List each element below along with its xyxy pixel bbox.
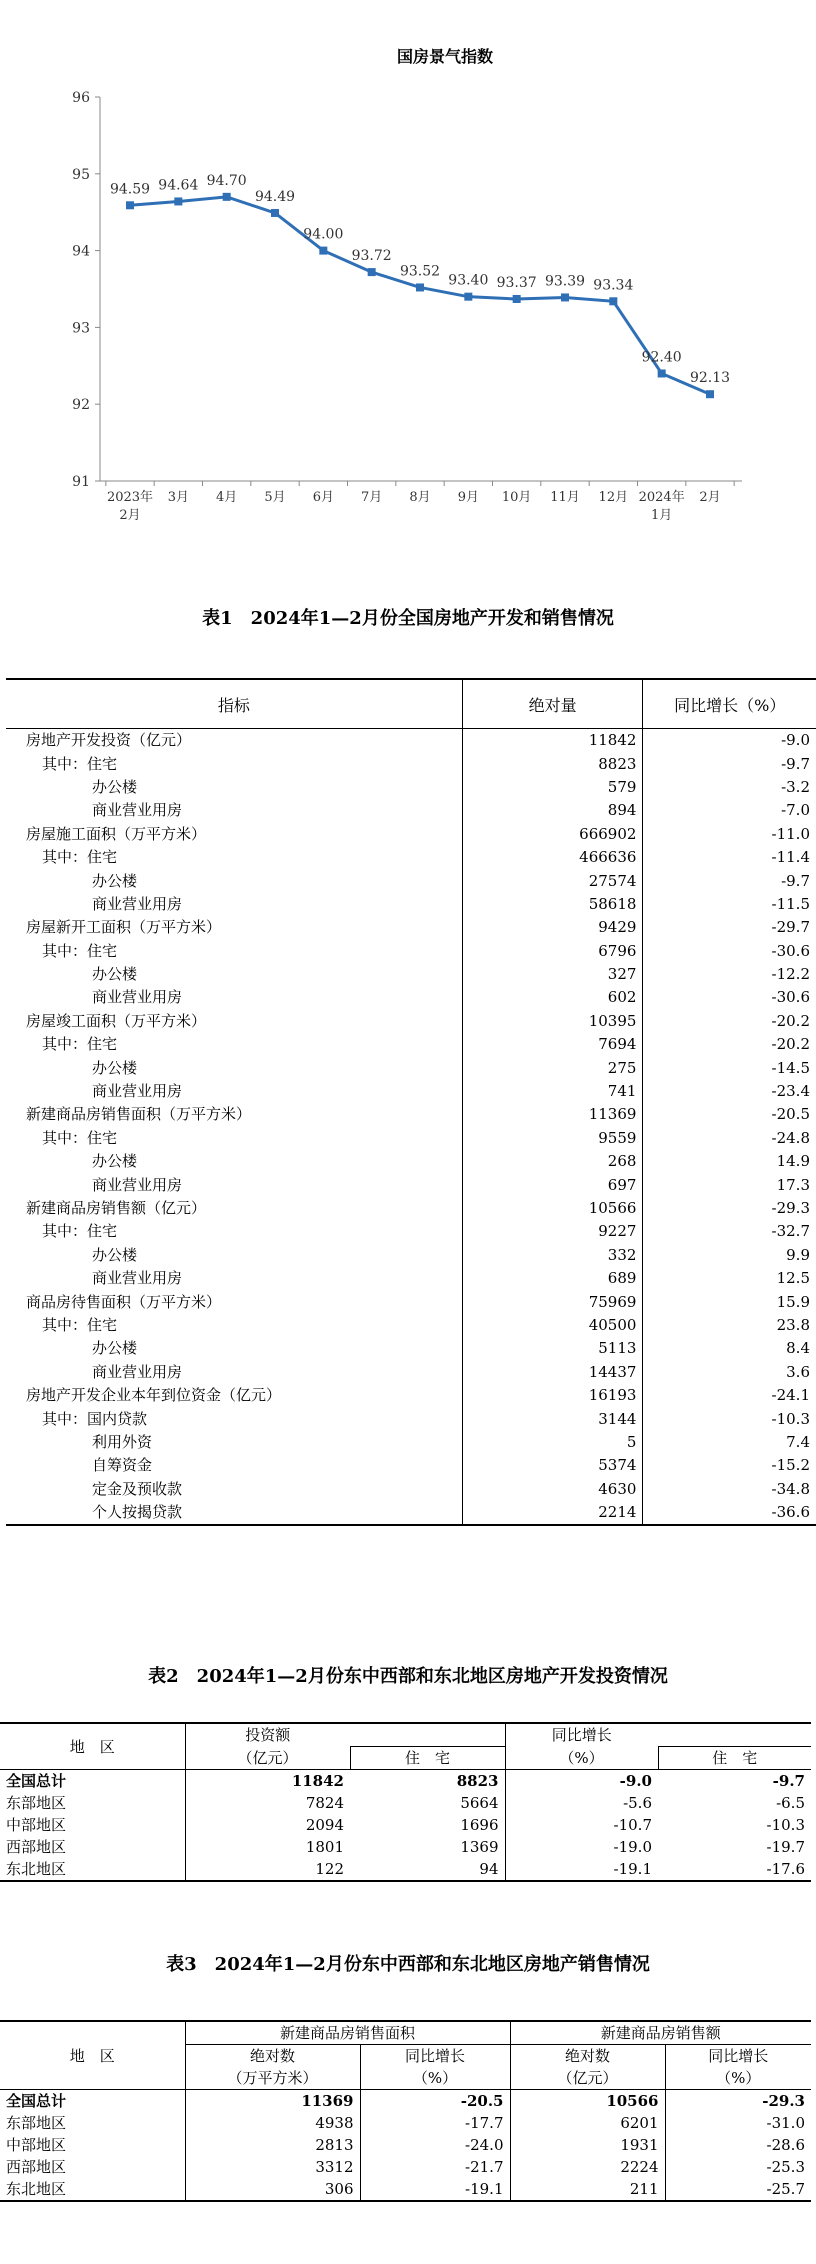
col-header-area-pct: （%） — [360, 2067, 510, 2090]
data-point — [464, 293, 472, 301]
table-row — [6, 823, 816, 846]
data-point — [561, 293, 569, 301]
absolute-value: 666902 — [462, 823, 643, 846]
absolute-value: 5 — [462, 1431, 643, 1454]
y-tick-label: 95 — [72, 166, 90, 183]
indicator-name: 办公楼 — [6, 1056, 462, 1079]
indicator-name: 办公楼 — [6, 776, 462, 799]
indicator-name: 新建商品房销售额（亿元） — [6, 1197, 462, 1220]
sales-area: 11369 — [185, 2090, 360, 2113]
yoy-growth: 8.4 — [786, 1339, 810, 1358]
absolute-value: 2214 — [462, 1501, 643, 1525]
indicator-name: 办公楼 — [6, 963, 462, 986]
sales-amount-growth: -29.3 — [762, 2092, 805, 2110]
col-header-invest-unit: （亿元） — [185, 1747, 350, 1770]
y-tick-label: 93 — [72, 320, 90, 337]
table-row — [6, 1197, 816, 1220]
absolute-value: 10566 — [462, 1197, 643, 1220]
indicator-name: 商业营业用房 — [6, 893, 462, 916]
data-label: 93.37 — [496, 274, 537, 291]
yoy-growth: 7.4 — [786, 1432, 810, 1451]
y-tick-label: 96 — [72, 90, 90, 106]
indicator-name: 办公楼 — [6, 1150, 462, 1173]
sales-amount: 1931 — [510, 2134, 665, 2156]
data-label: 93.72 — [351, 248, 392, 265]
indicator-name: 商业营业用房 — [6, 1267, 462, 1290]
absolute-value: 27574 — [462, 869, 643, 892]
table3 — [0, 2020, 811, 2202]
data-label: 94.49 — [254, 188, 296, 205]
indicator-name: 房地产开发投资（亿元） — [6, 729, 462, 753]
yoy-growth: 17.3 — [776, 1175, 810, 1194]
col-header-sales-unit: （亿元） — [510, 2067, 665, 2090]
yoy-growth: 3.6 — [786, 1362, 810, 1381]
yoy-growth: -29.7 — [771, 918, 810, 937]
table-row — [0, 1858, 811, 1881]
yoy-growth: -9.7 — [781, 871, 810, 890]
sales-area-growth: -17.7 — [360, 2112, 510, 2134]
col-header-area-unit: （万平方米） — [185, 2067, 360, 2090]
indicator-name: 办公楼 — [6, 1337, 462, 1360]
indicator-name: 自筹资金 — [6, 1454, 462, 1477]
absolute-value: 689 — [462, 1267, 643, 1290]
x-tick-label: 6月 — [312, 490, 334, 505]
x-tick-label: 10月 — [501, 490, 532, 505]
indicator-name: 办公楼 — [6, 869, 462, 892]
yoy-growth: -23.4 — [771, 1082, 810, 1101]
indicator-name: 其中：国内贷款 — [6, 1407, 462, 1430]
investment: 7824 — [305, 1794, 344, 1812]
investment: 11842 — [291, 1772, 344, 1790]
absolute-value: 8823 — [462, 752, 643, 775]
investment-residential: 5664 — [350, 1792, 505, 1814]
data-point — [271, 209, 279, 217]
table-row — [6, 776, 816, 799]
x-tick-label: 11月 — [550, 490, 580, 505]
y-tick-label: 92 — [72, 397, 90, 414]
indicator-name: 商品房待售面积（万平方米） — [6, 1290, 462, 1313]
yoy-growth: -29.3 — [771, 1199, 810, 1217]
col-header-growth: 同比增长（%） — [643, 679, 816, 729]
x-tick-label: 3月 — [167, 490, 189, 505]
indicator-name: 其中：住宅 — [6, 1033, 462, 1056]
data-label: 93.39 — [544, 273, 586, 290]
table-row — [6, 1244, 816, 1267]
sales-amount-growth: -25.7 — [766, 2180, 805, 2198]
sales-amount-growth: -25.3 — [766, 2158, 805, 2176]
table-row — [0, 2134, 811, 2156]
table-row — [6, 1056, 816, 1079]
investment-residential: 94 — [350, 1858, 505, 1881]
table2 — [0, 1722, 811, 1882]
table-row — [6, 916, 816, 939]
table-row — [6, 1361, 816, 1384]
header-spacer — [350, 1723, 505, 1747]
sales-area-growth: -19.1 — [360, 2178, 510, 2201]
growth: -19.1 — [613, 1860, 652, 1878]
data-label: 94.64 — [158, 177, 199, 194]
growth-residential: -9.7 — [772, 1772, 805, 1790]
table-row — [6, 1314, 816, 1337]
region-name: 东北地区 — [0, 2178, 185, 2201]
table-row — [6, 869, 816, 892]
col-group-sales-area: 新建商品房销售面积 — [185, 2021, 510, 2045]
index-line-chart — [0, 0, 816, 560]
table-row — [6, 1337, 816, 1360]
absolute-value: 40500 — [462, 1314, 643, 1337]
table-row — [6, 1103, 816, 1126]
table-row — [6, 1220, 816, 1243]
yoy-growth: 12.5 — [776, 1269, 810, 1288]
growth-residential: -6.5 — [776, 1794, 805, 1812]
data-point — [416, 283, 424, 291]
investment-residential: 1369 — [350, 1836, 505, 1858]
yoy-growth: -10.3 — [771, 1409, 810, 1428]
sales-area-growth: -21.7 — [360, 2156, 510, 2178]
x-tick-label: 2023年 — [106, 490, 154, 505]
yoy-growth: -11.5 — [771, 894, 810, 913]
table-row — [6, 1431, 816, 1454]
absolute-value: 9429 — [462, 916, 643, 939]
absolute-value: 7694 — [462, 1033, 643, 1056]
indicator-name: 利用外资 — [6, 1431, 462, 1454]
sales-amount: 2224 — [510, 2156, 665, 2178]
x-tick-label: 7月 — [361, 490, 383, 505]
table-row — [6, 1127, 816, 1150]
table2-title: 表2 2024年1—2月份东中西部和东北地区房地产开发投资情况 — [148, 1666, 668, 1687]
indicator-name: 个人按揭贷款 — [6, 1501, 462, 1525]
table-row — [6, 1173, 816, 1196]
yoy-growth: -12.2 — [771, 965, 810, 984]
indicator-name: 其中：住宅 — [6, 940, 462, 963]
col-header-growth-unit: （%） — [505, 1747, 658, 1770]
yoy-growth: -11.4 — [771, 848, 810, 867]
data-label: 92.13 — [689, 370, 731, 387]
yoy-growth: -24.1 — [771, 1386, 810, 1405]
table-row — [6, 986, 816, 1009]
table-row — [0, 2156, 811, 2178]
chart-title: 国房景气指数 — [396, 47, 494, 66]
yoy-growth: -9.0 — [781, 731, 810, 750]
table-row — [6, 1080, 816, 1103]
table1 — [6, 678, 816, 1526]
col-group-sales-amount: 新建商品房销售额 — [510, 2021, 811, 2045]
yoy-growth: -36.6 — [771, 1503, 810, 1522]
absolute-value: 327 — [462, 963, 643, 986]
table-row — [6, 1010, 816, 1033]
table-row — [6, 846, 816, 869]
yoy-growth: -15.2 — [771, 1456, 810, 1475]
data-label: 92.40 — [641, 349, 682, 366]
data-point — [319, 247, 327, 255]
absolute-value: 466636 — [462, 846, 643, 869]
table-row — [0, 1770, 811, 1793]
absolute-value: 14437 — [462, 1361, 643, 1384]
data-point — [174, 197, 182, 205]
col-header-value: 绝对量 — [462, 679, 643, 729]
table-row — [0, 2178, 811, 2201]
x-tick-label: 8月 — [409, 490, 431, 505]
indicator-name: 房屋新开工面积（万平方米） — [6, 916, 462, 939]
yoy-growth: -20.5 — [771, 1105, 810, 1124]
x-axis — [100, 481, 742, 523]
data-label: 93.34 — [593, 277, 634, 294]
absolute-value: 332 — [462, 1244, 643, 1267]
absolute-value: 11842 — [462, 729, 643, 753]
col-header-growth: 同比增长 — [551, 1726, 612, 1745]
series-polyline — [130, 197, 710, 394]
absolute-value: 741 — [462, 1080, 643, 1103]
y-tick-label: 91 — [72, 474, 90, 490]
table-row — [0, 2090, 811, 2113]
absolute-value: 579 — [462, 776, 643, 799]
absolute-value: 697 — [462, 1173, 643, 1196]
col-header-region: 地 区 — [0, 2021, 185, 2090]
x-tick-label: 2月 — [699, 490, 721, 505]
sales-amount: 6201 — [510, 2112, 665, 2134]
investment: 122 — [315, 1860, 344, 1878]
absolute-value: 11369 — [462, 1103, 643, 1126]
absolute-value: 894 — [462, 799, 643, 822]
col-header-invest: 投资额 — [245, 1726, 291, 1745]
x-tick-label: 5月 — [264, 490, 286, 505]
table-row — [6, 1150, 816, 1173]
yoy-growth: -30.6 — [771, 941, 810, 960]
header-spacer — [658, 1723, 811, 1747]
col-header-sales-pct: （%） — [665, 2067, 811, 2090]
sales-area: 3312 — [185, 2156, 360, 2178]
sales-amount-growth: -28.6 — [766, 2136, 805, 2154]
absolute-value: 9559 — [462, 1127, 643, 1150]
data-point — [368, 268, 376, 276]
investment: 2094 — [305, 1816, 344, 1834]
table1-title: 表1 2024年1—2月份全国房地产开发和销售情况 — [202, 608, 614, 629]
x-tick-label: 12月 — [598, 490, 629, 505]
data-label: 94.59 — [109, 181, 151, 198]
data-point — [658, 369, 666, 377]
yoy-growth: -14.5 — [771, 1058, 810, 1077]
growth-residential: -19.7 — [766, 1838, 805, 1856]
sales-area: 306 — [185, 2178, 360, 2201]
absolute-value: 16193 — [462, 1384, 643, 1407]
table-row — [6, 1501, 816, 1525]
data-point — [609, 297, 617, 305]
growth-residential: -10.3 — [766, 1816, 805, 1834]
table-row — [6, 1384, 816, 1407]
y-axis — [72, 90, 100, 490]
table-header-row — [6, 679, 816, 729]
sales-amount: 10566 — [510, 2090, 665, 2113]
indicator-name: 房屋竣工面积（万平方米） — [6, 1010, 462, 1033]
indicator-name: 其中：住宅 — [6, 1220, 462, 1243]
growth: -10.7 — [613, 1816, 652, 1834]
x-tick-label: 9月 — [457, 490, 479, 505]
region-name: 全国总计 — [0, 2090, 185, 2113]
absolute-value: 3144 — [462, 1407, 643, 1430]
table-row — [6, 940, 816, 963]
growth-residential: -17.6 — [766, 1860, 805, 1878]
table-row — [6, 1290, 816, 1313]
region-name: 东部地区 — [0, 2112, 185, 2134]
y-tick-label: 94 — [72, 243, 90, 260]
indicator-name: 其中：住宅 — [6, 846, 462, 869]
growth: -9.0 — [619, 1772, 652, 1790]
data-label: 93.52 — [399, 263, 441, 280]
absolute-value: 275 — [462, 1056, 643, 1079]
yoy-growth: -30.6 — [771, 988, 810, 1007]
table-row — [6, 963, 816, 986]
indicator-name: 房屋施工面积（万平方米） — [6, 823, 462, 846]
absolute-value: 5374 — [462, 1454, 643, 1477]
x-tick-label: 1月 — [651, 508, 673, 523]
indicator-name: 其中：住宅 — [6, 1127, 462, 1150]
table-row — [6, 799, 816, 822]
yoy-growth: -3.2 — [781, 777, 810, 796]
yoy-growth: 15.9 — [776, 1292, 810, 1311]
region-name: 东部地区 — [0, 1792, 185, 1814]
table-row — [6, 729, 816, 753]
absolute-value: 4630 — [462, 1478, 643, 1501]
x-tick-label: 2月 — [119, 508, 141, 523]
indicator-name: 房地产开发企业本年到位资金（亿元） — [6, 1384, 462, 1407]
growth: -5.6 — [623, 1794, 652, 1812]
investment: 1801 — [305, 1838, 344, 1856]
absolute-value: 10395 — [462, 1010, 643, 1033]
table3-title: 表3 2024年1—2月份东中西部和东北地区房地产销售情况 — [166, 1954, 650, 1975]
data-label: 94.70 — [206, 172, 247, 189]
data-point — [513, 295, 521, 303]
data-label: 93.40 — [448, 272, 489, 289]
indicator-name: 商业营业用房 — [6, 986, 462, 1009]
col-header-indicator: 指标 — [6, 679, 462, 729]
absolute-value: 268 — [462, 1150, 643, 1173]
indicator-name: 办公楼 — [6, 1244, 462, 1267]
table-row — [6, 1033, 816, 1056]
indicator-name: 其中：住宅 — [6, 752, 462, 775]
region-name: 西部地区 — [0, 1836, 185, 1858]
sales-area-growth: -20.5 — [360, 2090, 510, 2113]
investment-residential: 8823 — [350, 1770, 505, 1793]
col-header-sales-growth: 同比增长 — [708, 2047, 769, 2065]
sales-area: 2813 — [185, 2134, 360, 2156]
investment-residential: 1696 — [350, 1814, 505, 1836]
sales-area-growth: -24.0 — [360, 2134, 510, 2156]
table-row — [6, 752, 816, 775]
data-point — [223, 193, 231, 201]
region-name: 中部地区 — [0, 1814, 185, 1836]
table-row — [0, 1836, 811, 1858]
yoy-growth: -34.8 — [771, 1479, 810, 1498]
yoy-growth: -11.0 — [771, 824, 810, 843]
indicator-name: 其中：住宅 — [6, 1314, 462, 1337]
col-header-area-abs: 绝对数 — [185, 2045, 360, 2068]
yoy-growth: -24.8 — [771, 1128, 810, 1147]
table-row — [0, 1792, 811, 1814]
sales-amount-growth: -31.0 — [766, 2114, 805, 2132]
absolute-value: 5113 — [462, 1337, 643, 1360]
table-row — [0, 1814, 811, 1836]
col-header-growth-residential: 住 宅 — [658, 1747, 811, 1770]
data-point — [706, 390, 714, 398]
indicator-name: 定金及预收款 — [6, 1478, 462, 1501]
region-name: 西部地区 — [0, 2156, 185, 2178]
table-row — [6, 1267, 816, 1290]
col-header-invest-residential: 住 宅 — [350, 1747, 505, 1770]
table-row — [6, 1478, 816, 1501]
yoy-growth: 23.8 — [776, 1315, 810, 1334]
indicator-name: 新建商品房销售面积（万平方米） — [6, 1103, 462, 1126]
x-tick-label: 4月 — [216, 490, 238, 505]
indicator-name: 商业营业用房 — [6, 1361, 462, 1384]
sales-amount: 211 — [510, 2178, 665, 2201]
yoy-growth: 9.9 — [786, 1245, 810, 1264]
col-header-area-growth: 同比增长 — [360, 2045, 510, 2068]
yoy-growth: -20.2 — [771, 1011, 810, 1030]
yoy-growth: -20.2 — [771, 1035, 810, 1054]
region-name: 全国总计 — [0, 1770, 185, 1793]
table-row — [6, 893, 816, 916]
region-name: 东北地区 — [0, 1858, 185, 1881]
absolute-value: 9227 — [462, 1220, 643, 1243]
yoy-growth: 14.9 — [776, 1152, 810, 1171]
yoy-growth: -9.7 — [781, 754, 810, 773]
table-row — [0, 2112, 811, 2134]
table-row — [6, 1454, 816, 1477]
x-tick-label: 2024年 — [638, 490, 685, 505]
indicator-name: 商业营业用房 — [6, 799, 462, 822]
yoy-growth: -7.0 — [781, 801, 810, 820]
absolute-value: 6796 — [462, 940, 643, 963]
indicator-name: 商业营业用房 — [6, 1080, 462, 1103]
region-name: 中部地区 — [0, 2134, 185, 2156]
col-header-sales-abs: 绝对数 — [510, 2045, 665, 2068]
data-label: 94.00 — [303, 226, 344, 243]
growth: -19.0 — [613, 1838, 652, 1856]
absolute-value: 75969 — [462, 1290, 643, 1313]
absolute-value: 602 — [462, 986, 643, 1009]
indicator-name: 商业营业用房 — [6, 1173, 462, 1196]
col-header-region: 地 区 — [0, 1723, 185, 1770]
table-row — [6, 1407, 816, 1430]
absolute-value: 58618 — [462, 893, 643, 916]
yoy-growth: -32.7 — [771, 1222, 810, 1241]
series-line — [110, 173, 730, 398]
sales-area: 4938 — [185, 2112, 360, 2134]
data-point — [126, 201, 134, 209]
